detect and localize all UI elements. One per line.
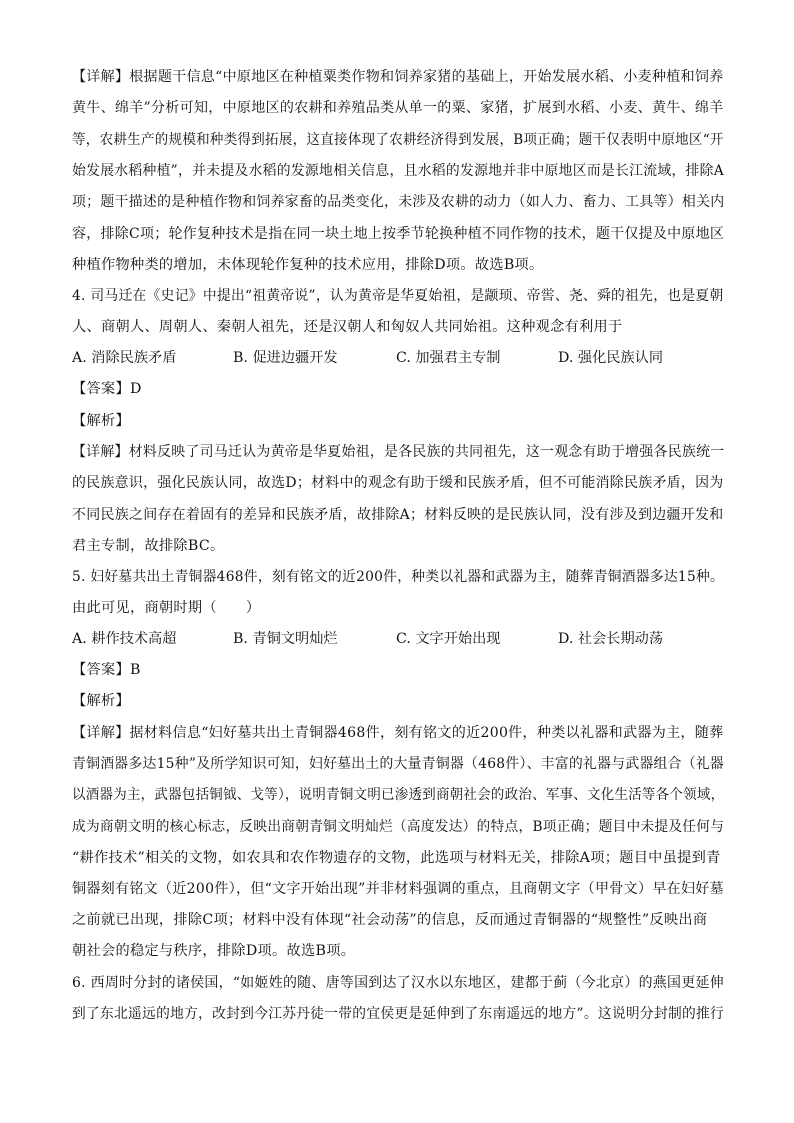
- question-4-stem: 人、商朝人、周朝人、秦朝人祖先，还是汉朝人和匈奴人共同始祖。这种观念有利用于: [72, 319, 623, 335]
- explanation-line: 容，排除C项；轮作复种技术是指在同一块土地上按季节轮换种植不同作物的技术，题干仅提及中原地区: [72, 226, 725, 242]
- explanation-line: 等，农耕生产的规模和种类得到拓展，这直接体现了农耕经济得到发展，B项正确；题干仅表明中原地区“开: [72, 132, 724, 148]
- q5-option-a: A. 耕作技术高超: [72, 631, 177, 647]
- q4-option-c: C. 加强君主专制: [396, 350, 501, 366]
- explanation-line: 君主专制，故排除BC。: [72, 538, 225, 554]
- q4-option-b: B. 促进边疆开发: [233, 350, 338, 366]
- q5-analysis-heading: 【解析】: [72, 693, 130, 709]
- q5-option-b: B. 青铜文明灿烂: [233, 631, 338, 647]
- question-6-stem: 到了东北遥远的地方，改封到今江苏丹徒一带的宜侯更是延伸到了东南遥远的地方”。这说明分封制的推行: [72, 1006, 725, 1022]
- explanation-line: 朝社会的稳定与秩序，排除D项。故选B项。: [72, 943, 356, 959]
- explanation-line: 不同民族之间存在着固有的差异和民族矛盾，故排除A；材料反映的是民族认同，没有涉及到边疆开发和: [72, 507, 724, 523]
- explanation-line: 【详解】材料反映了司马迁认为黄帝是华夏始祖，是各民族的共同祖先，这一观念有助于增强各民族统一: [72, 444, 725, 460]
- explanation-line: 始发展水稻种植”，并未提及水稻的发源地相关信息，且水稻的发源地并非中原地区而是长江流域，排除A: [72, 163, 725, 179]
- q5-option-c: C. 文字开始出现: [396, 631, 501, 647]
- explanation-line: 以酒器为主，武器包括铜钺、戈等），说明青铜文明已渗透到商朝社会的政治、军事、文化生活等各个领域，: [72, 787, 725, 803]
- explanation-line: 的民族意识，强化民族认同，故选D；材料中的观念有助于缓和民族矛盾，但不可能消除民族矛盾，因为: [72, 475, 724, 491]
- q4-option-a: A. 消除民族矛盾: [72, 350, 177, 366]
- explanation-line: 【详解】根据题干信息“中原地区在种植粟类作物和饲养家猪的基础上，开始发展水稻、小麦种植和饲养: [72, 69, 724, 85]
- question-6-stem: 6. 西周时分封的诸侯国，“如姬姓的随、唐等国到达了汉水以东地区，建都于蓟（今北京）的燕国更延伸: [72, 975, 724, 991]
- explanation-line: 项；题干描述的是种植作物和饲养家畜的品类变化，未涉及农耕的动力（如人力、畜力、工具等）相关内: [72, 194, 725, 210]
- question-5-stem: 5. 妇好墓共出土青铜器468件，刻有铭文的近200件，种类以礼器和武器为主，随葬青铜酒器多达15种。: [72, 569, 725, 585]
- question-5-stem: 由此可见，商朝时期（ ）: [72, 600, 261, 616]
- explanation-line: 铜器刻有铭文（近200件），但“文字开始出现”并非材料强调的重点，且商朝文字（甲骨文）早在妇好墓: [72, 881, 724, 897]
- explanation-line: 青铜酒器多达15种”及所学知识可知，妇好墓出土的大量青铜器（468件）、丰富的礼器与武器组合（礼器: [72, 756, 725, 772]
- explanation-line: “耕作技术”相关的文物，如农具和农作物遗存的文物，此选项与材料无关，排除A项；题目中虽提到青: [72, 850, 721, 866]
- q4-analysis-heading: 【解析】: [72, 413, 130, 429]
- q4-answer: 【答案】D: [72, 381, 142, 397]
- q5-answer: 【答案】B: [72, 662, 141, 678]
- q5-option-d: D. 社会长期动荡: [558, 631, 664, 647]
- question-4-stem: 4. 司马迁在《史记》中提出“祖黄帝说”，认为黄帝是华夏始祖，是颛顼、帝喾、尧、舜的祖先，也是夏朝: [72, 288, 724, 304]
- explanation-line: 【详解】据材料信息“妇好墓共出土青铜器468件，刻有铭文的近200件，种类以礼器和武器为主，随葬: [72, 725, 724, 741]
- q4-option-d: D. 强化民族认同: [558, 350, 664, 366]
- explanation-line: 之前就已出现，排除C项；材料中没有体现“社会动荡”的信息，反而通过青铜器的“规整性”反映出商: [72, 912, 708, 928]
- explanation-line: 成为商朝文明的核心标志，反映出商朝青铜文明灿烂（高度发达）的特点，B项正确；题目中未提及任何与: [72, 819, 725, 835]
- explanation-line: 种植作物种类的增加，未体现轮作复种的技术应用，排除D项。故选B项。: [72, 257, 544, 273]
- explanation-line: 黄牛、绵羊”分析可知，中原地区的农耕和养殖品类从单一的粟、家猪，扩展到水稻、小麦、黄牛、绵羊: [72, 100, 724, 116]
